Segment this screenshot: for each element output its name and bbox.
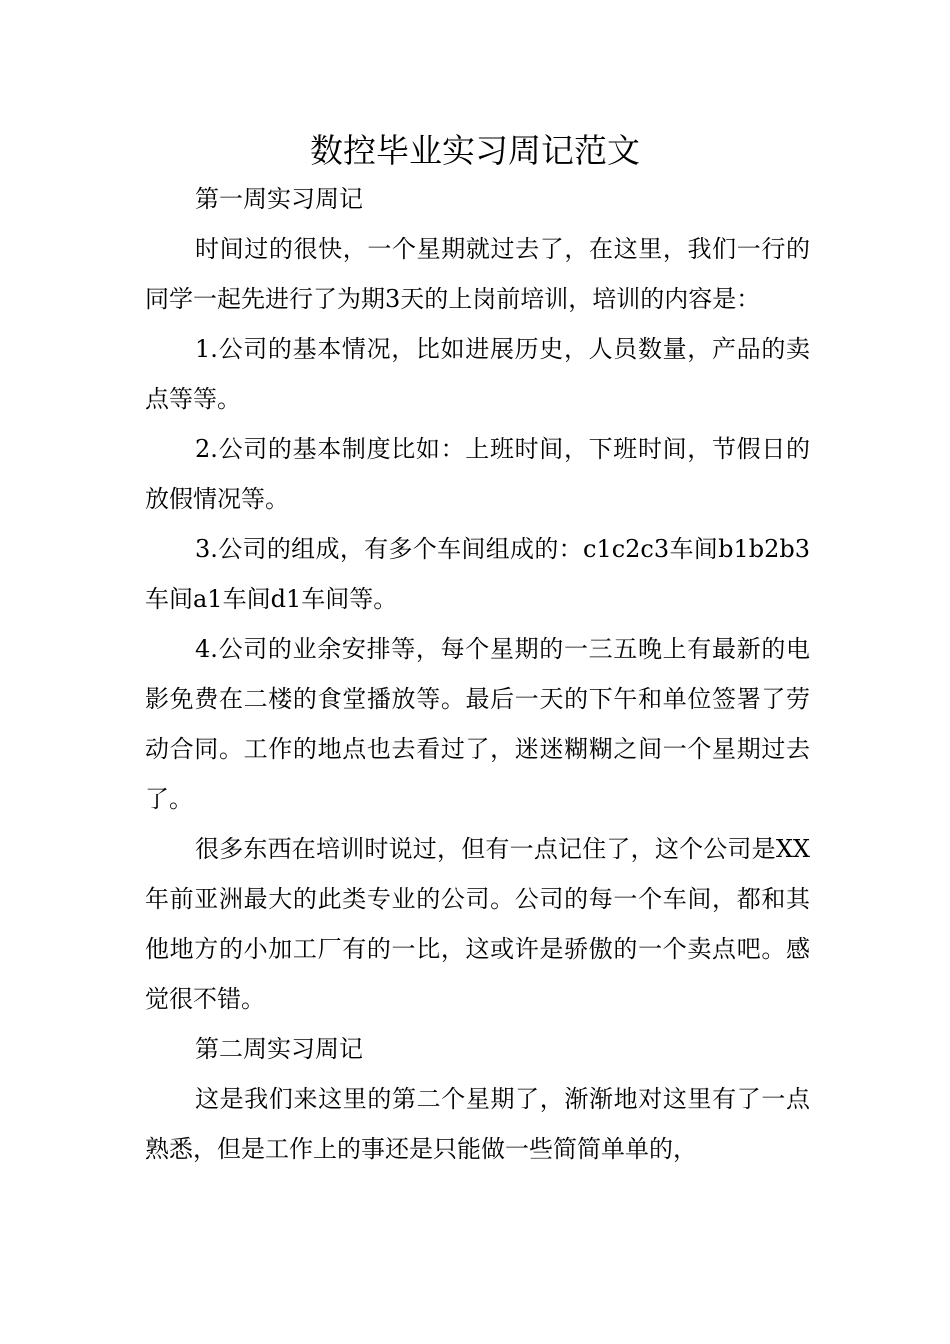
heading-week-one: 第一周实习周记 (195, 185, 363, 213)
list-item: 1.公司的基本情况，比如进展历史，人员数量，产品的卖点等等。 (145, 335, 810, 413)
heading-week-two: 第二周实习周记 (195, 1035, 363, 1063)
document-title: 数控毕业实习周记范文 (310, 131, 640, 170)
paragraph: 这是我们来这里的第二个星期了，渐渐地对这里有了一点熟悉，但是工作上的事还是只能做一些简简单单的， (145, 1085, 810, 1163)
list-item: 3.公司的组成，有多个车间组成的：c1c2c3车间b1b2b3车间a1车间d1车间等。 (145, 535, 810, 613)
document-body (145, 174, 810, 1174)
paragraph: 很多东西在培训时说过，但有一点记住了，这个公司是XX年前亚洲最大的此类专业的公司。公司的每一个车间，都和其他地方的小加工厂有的一比，这或许是骄傲的一个卖点吧。感觉很不错。 (145, 835, 810, 1013)
paragraph: 时间过的很快，一个星期就过去了，在这里，我们一行的同学一起先进行了为期3天的上岗前培训，培训的内容是： (145, 235, 810, 313)
list-item: 2.公司的基本制度比如：上班时间，下班时间，节假日的放假情况等。 (145, 435, 810, 513)
list-item: 4.公司的业余安排等，每个星期的一三五晚上有最新的电影免费在二楼的食堂播放等。最后一天的下午和单位签署了劳动合同。工作的地点也去看过了，迷迷糊糊之间一个星期过去了。 (145, 635, 810, 813)
